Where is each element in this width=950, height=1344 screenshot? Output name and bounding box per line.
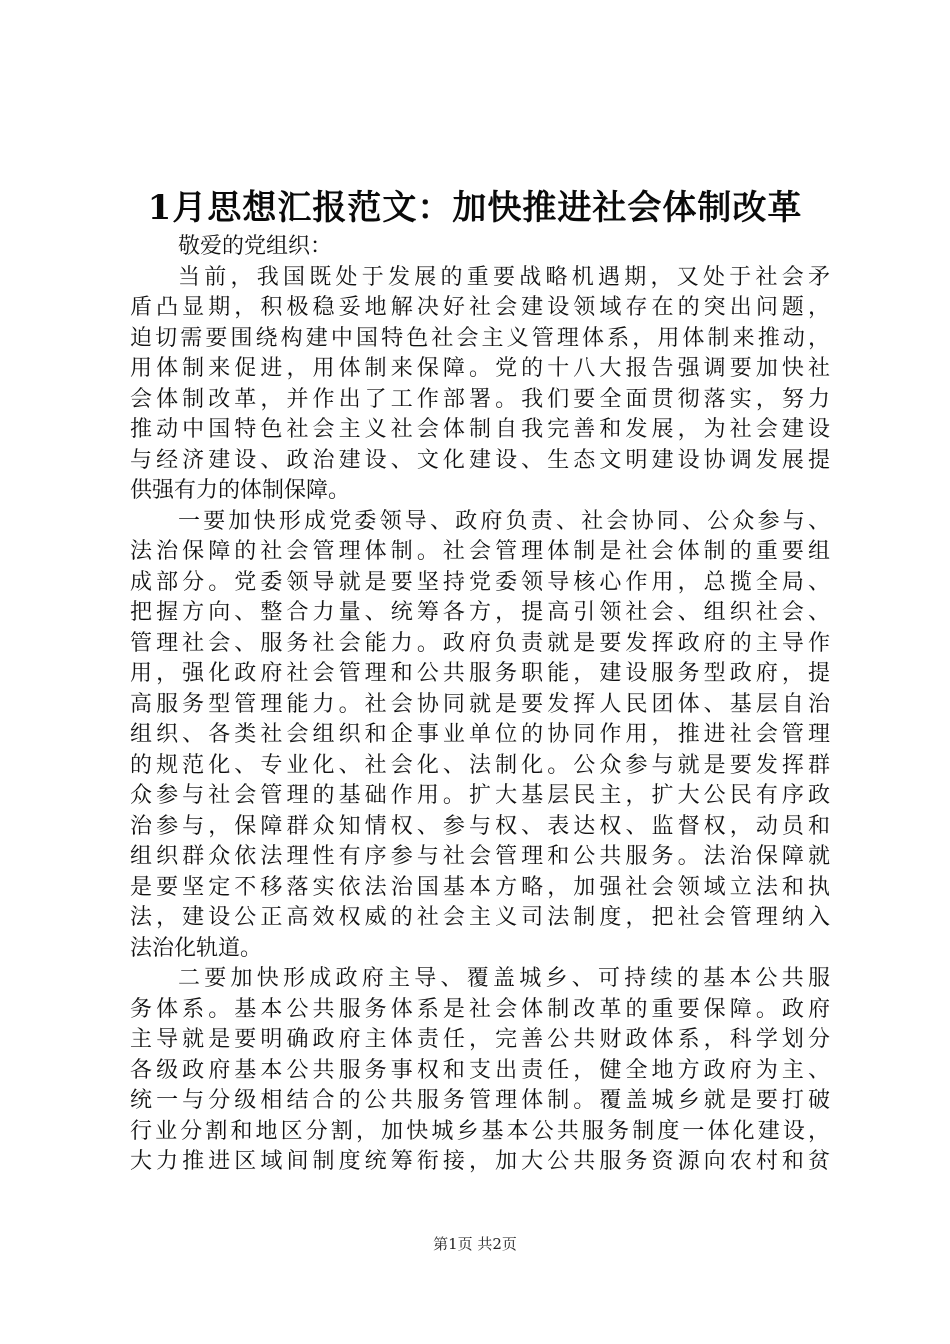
- body-line: 法，建设公正高效权威的社会主义司法制度，把社会管理纳入: [130, 905, 830, 930]
- body-line: 盾凸显期，积极稳妥地解决好社会建设领域存在的突出问题，: [130, 295, 830, 320]
- body-line: 法治化轨道。: [130, 935, 263, 961]
- body-line: 众参与社会管理的基础作用。扩大基层民主，扩大公民有序政: [130, 783, 830, 808]
- body-line: 组织、各类社会组织和企事业单位的协同作用，推进社会管理: [130, 722, 830, 747]
- body-line: 统一与分级相结合的公共服务管理体制。覆盖城乡就是要打破: [130, 1088, 830, 1113]
- page-footer: 第1页 共2页: [433, 1235, 517, 1253]
- body-line: 治参与，保障群众知情权、参与权、表达权、监督权，动员和: [130, 813, 830, 839]
- document-title: 1月思想汇报范文：加快推进社会体制改革: [147, 188, 803, 228]
- body-line: 用体制来促进，用体制来保障。党的十八大报告强调要加快社: [130, 356, 830, 381]
- body-line: 各级政府基本公共服务事权和支出责任，健全地方政府为主、: [130, 1057, 830, 1083]
- body-line: 推动中国特色社会主义社会体制自我完善和发展，为社会建设: [130, 417, 830, 442]
- body-line: 成部分。党委领导就是要坚持党委领导核心作用，总揽全局、: [130, 569, 830, 595]
- body-line: 高服务型管理能力。社会协同就是要发挥人民团体、基层自治: [130, 691, 830, 717]
- body-line: 法治保障的社会管理体制。社会管理体制是社会体制的重要组: [130, 539, 830, 564]
- body-line: 敬爱的党组织：: [178, 234, 333, 259]
- body-line: 把握方向、整合力量、统筹各方，提高引领社会、组织社会、: [130, 600, 830, 625]
- body-line: 务体系。基本公共服务体系是社会体制改革的重要保障。政府: [130, 996, 830, 1022]
- body-line: 当前，我国既处于发展的重要战略机遇期，又处于社会矛: [178, 264, 830, 290]
- body-line: 一要加快形成党委领导、政府负责、社会协同、公众参与、: [178, 508, 830, 534]
- body-line: 管理社会、服务社会能力。政府负责就是要发挥政府的主导作: [130, 630, 830, 656]
- body-line: 供强有力的体制保障。: [130, 478, 351, 503]
- body-line: 迫切需要围绕构建中国特色社会主义管理体系，用体制来推动，: [130, 325, 830, 351]
- body-line: 大力推进区域间制度统筹衔接，加大公共服务资源向农村和贫: [130, 1149, 830, 1174]
- body-line: 二要加快形成政府主导、覆盖城乡、可持续的基本公共服: [178, 966, 830, 991]
- body-line: 与经济建设、政治建设、文化建设、生态文明建设协调发展提: [130, 447, 830, 473]
- body-line: 用，强化政府社会管理和公共服务职能，建设服务型政府，提: [130, 661, 830, 686]
- body-line: 是要坚定不移落实依法治国基本方略，加强社会领域立法和执: [130, 874, 830, 900]
- body-line: 的规范化、专业化、社会化、法制化。公众参与就是要发挥群: [130, 752, 830, 778]
- body-line: 行业分割和地区分割，加快城乡基本公共服务制度一体化建设，: [130, 1118, 830, 1144]
- body-line: 主导就是要明确政府主体责任，完善公共财政体系，科学划分: [130, 1027, 830, 1052]
- body-line: 会体制改革，并作出了工作部署。我们要全面贯彻落实，努力: [130, 386, 830, 412]
- document-body: [130, 232, 830, 1178]
- body-line: 组织群众依法理性有序参与社会管理和公共服务。法治保障就: [130, 844, 830, 869]
